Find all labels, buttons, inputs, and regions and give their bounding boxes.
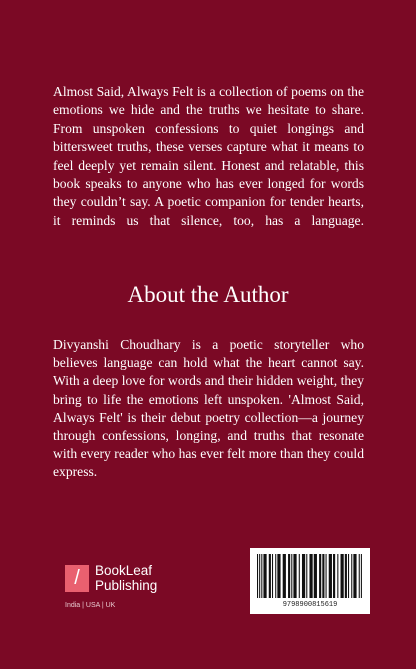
barcode-bar	[275, 554, 276, 598]
barcode-bar	[309, 554, 312, 598]
barcode-bar	[326, 554, 327, 598]
publisher-logo	[65, 564, 157, 593]
barcode-bar	[283, 554, 286, 598]
barcode-bar	[299, 554, 300, 598]
barcode-bar	[288, 554, 290, 598]
publisher-name-line1: BookLeaf	[95, 563, 153, 578]
barcode-bar	[353, 554, 356, 598]
barcode-bar	[291, 554, 292, 598]
barcode-bar	[337, 554, 338, 598]
barcode-bar	[261, 554, 262, 598]
barcode-bars	[257, 554, 363, 598]
about-author-text: Divyanshi Choudhary is a poetic storyteller who believes language can hold what the heart cannot say. With a deep love for words and their hidden weight, they bring to life the emotions left unspoken. 'Almost Said, Always Felt' is their debut poetry collection—a journey through confessions, longing, and truths that resonate with every reader who has ever felt more than they could express.	[53, 337, 364, 480]
publisher-name-line2: Publishing	[95, 577, 158, 593]
barcode-bar	[319, 554, 321, 598]
barcode-bar	[293, 554, 296, 598]
barcode-bar	[272, 554, 273, 598]
book-blurb: Almost Said, Always Felt is a collection of poems on the emotions we hide and the truths we hesitate to share. From unspoken confessions to quiet longings and bittersweet truths, these verses capture what it means to feel deeply yet remain silent. Honest and relatable, this book speaks to anyone who has ever longed for words they couldn’t say. A poetic companion for tender hearts, it reminds us that silence, too, has a language.	[53, 84, 364, 228]
barcode-bar	[333, 554, 335, 598]
isbn-barcode	[250, 548, 370, 614]
barcode-bar	[345, 554, 347, 598]
barcode-bar	[306, 554, 307, 598]
isbn-number: 9798900815619	[282, 601, 338, 609]
barcode-bar	[263, 554, 266, 598]
barcode-bar	[322, 554, 324, 598]
barcode-bar	[341, 554, 344, 598]
barcode-bar	[314, 554, 317, 598]
barcode-bar	[302, 554, 305, 598]
barcode-bar	[359, 554, 360, 598]
barcode-bar	[269, 554, 271, 598]
barcode-bar	[257, 554, 258, 598]
barcode-bar	[329, 554, 332, 598]
barcode-bar	[277, 554, 280, 598]
about-author-heading: About the Author	[127, 282, 289, 307]
barcode-bar	[361, 554, 362, 598]
publisher-tagline: India | USA | UK	[65, 602, 116, 609]
barcode-bar	[259, 554, 260, 598]
barcode-bar	[351, 554, 352, 598]
publisher-name	[95, 564, 157, 593]
barcode-bar	[348, 554, 349, 598]
publisher-logo-mark: /	[65, 565, 89, 592]
